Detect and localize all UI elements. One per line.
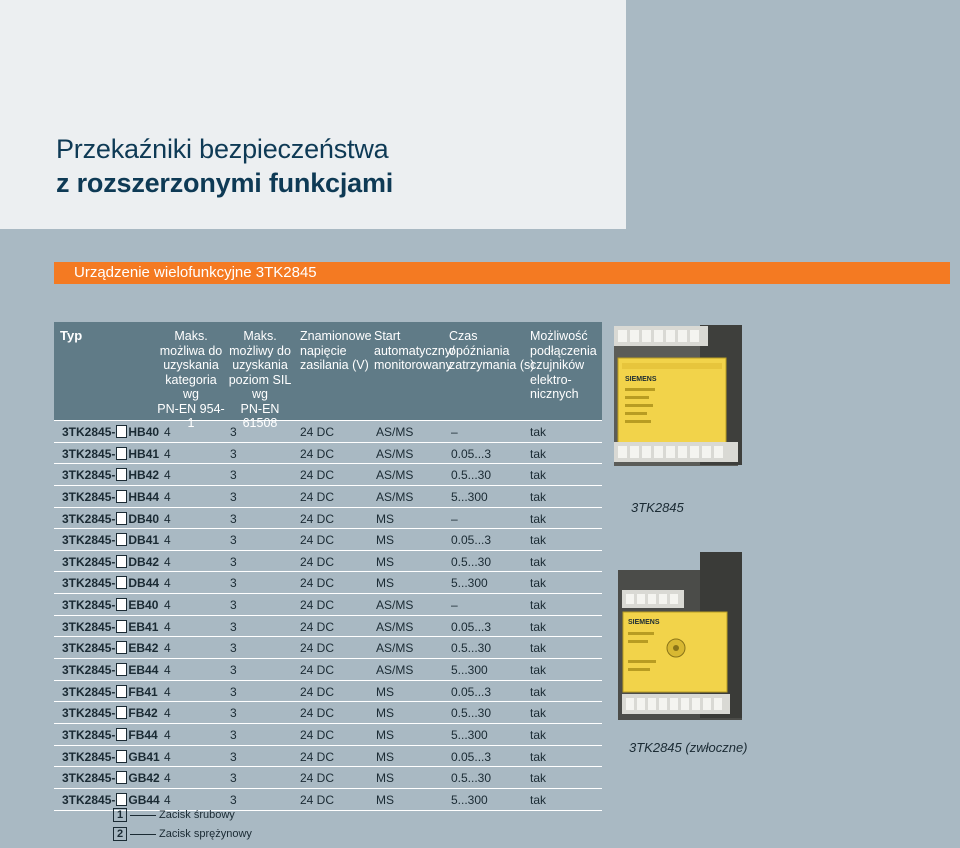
start-cell: MS: [376, 576, 394, 591]
table-row: [54, 659, 602, 681]
type-prefix: 3TK2845-: [62, 446, 116, 461]
type-code: [62, 728, 158, 742]
delay-cell: 0.5...30: [451, 706, 492, 721]
voltage-cell: 24 DC: [300, 663, 335, 678]
type-code: [62, 533, 159, 547]
delay-cell: 0.5...30: [451, 554, 492, 569]
type-suffix: HB44: [128, 489, 160, 504]
voltage-cell: 24 DC: [300, 619, 335, 634]
device-photo-standard: [614, 325, 742, 466]
type-code: [62, 793, 160, 807]
type-suffix: DB41: [128, 533, 160, 548]
delay-cell: 0.05...3: [451, 533, 492, 548]
sensor-cell: tak: [530, 468, 547, 483]
terminal-option-box: [116, 663, 127, 676]
type-prefix: 3TK2845-: [62, 533, 116, 548]
category-cell: 4: [164, 511, 171, 526]
start-cell: AS/MS: [376, 468, 414, 483]
legend-number: 1: [113, 808, 127, 822]
delay-cell: 0.05...3: [451, 684, 492, 699]
type-suffix: DB44: [128, 576, 160, 591]
type-prefix: 3TK2845-: [62, 468, 116, 483]
category-cell: 4: [164, 489, 171, 504]
category-cell: 4: [164, 468, 171, 483]
voltage-cell: 24 DC: [300, 792, 335, 807]
sensor-cell: tak: [530, 446, 547, 461]
category-cell: 4: [164, 727, 171, 742]
sil-cell: 3: [230, 706, 237, 721]
sensor-cell: tak: [530, 511, 547, 526]
sil-cell: 3: [230, 641, 237, 656]
sil-cell: 3: [230, 598, 237, 613]
terminal-option-box: [116, 641, 127, 654]
terminal-option-box: [116, 490, 127, 503]
category-cell: 4: [164, 554, 171, 569]
header-start: Start automatyczny/ monitorowany: [374, 329, 455, 372]
sensor-cell: tak: [530, 641, 547, 656]
voltage-cell: 24 DC: [300, 554, 335, 569]
header-type: Typ: [60, 328, 83, 343]
legend-number: 2: [113, 827, 127, 841]
voltage-cell: 24 DC: [300, 511, 335, 526]
brand-text-1: SIEMENS: [625, 376, 657, 383]
terminal-option-box: [116, 706, 127, 719]
voltage-cell: 24 DC: [300, 706, 335, 721]
voltage-cell: 24 DC: [300, 641, 335, 656]
type-prefix: 3TK2845-: [62, 641, 116, 656]
delay-cell: –: [451, 425, 458, 439]
type-prefix: 3TK2845-: [62, 554, 116, 569]
terminal-option-box: [116, 620, 127, 633]
voltage-cell: 24 DC: [300, 684, 335, 699]
section-title: Urządzenie wielofunkcyjne 3TK2845: [74, 264, 317, 281]
table-row: [54, 529, 602, 551]
terminal-option-box: [116, 771, 127, 784]
start-cell: MS: [376, 684, 394, 699]
type-suffix: GB42: [128, 771, 160, 786]
sil-cell: 3: [230, 684, 237, 699]
start-cell: MS: [376, 533, 394, 548]
category-cell: 4: [164, 641, 171, 656]
header-category: Maks. możliwa do uzyskania kategoria wg PN-EN 954-1: [157, 329, 225, 430]
legend-item-2: [113, 827, 252, 841]
product-photos: [602, 0, 960, 848]
category-cell: 4: [164, 446, 171, 461]
voltage-cell: 24 DC: [300, 468, 335, 483]
type-suffix: FB41: [128, 684, 158, 699]
sil-cell: 3: [230, 576, 237, 591]
terminal-option-box: [116, 598, 127, 611]
type-suffix: GB41: [128, 749, 160, 764]
type-code: [62, 425, 159, 439]
sil-cell: 3: [230, 771, 237, 786]
header-voltage: Znamionowe napięcie zasilania (V): [300, 329, 372, 372]
type-code: [62, 620, 158, 634]
delay-cell: 0.05...3: [451, 749, 492, 764]
delay-cell: 0.5...30: [451, 771, 492, 786]
sensor-cell: tak: [530, 749, 547, 764]
sil-cell: 3: [230, 792, 237, 807]
sil-cell: 3: [230, 663, 237, 678]
page-title-line1: Przekaźniki bezpieczeństwa: [56, 134, 389, 164]
terminal-option-box: [116, 728, 127, 741]
delay-cell: –: [451, 598, 458, 613]
delay-cell: 0.5...30: [451, 641, 492, 656]
type-prefix: 3TK2845-: [62, 663, 116, 678]
type-suffix: HB42: [128, 468, 160, 483]
start-cell: AS/MS: [376, 619, 414, 634]
table-row: [54, 746, 602, 768]
start-cell: MS: [376, 749, 394, 764]
type-suffix: EB44: [128, 663, 159, 678]
start-cell: AS/MS: [376, 489, 414, 504]
sensor-cell: tak: [530, 706, 547, 721]
photo-label-standard: 3TK2845: [631, 500, 684, 515]
sil-cell: 3: [230, 727, 237, 742]
sil-cell: 3: [230, 554, 237, 569]
voltage-cell: 24 DC: [300, 727, 335, 742]
delay-cell: 5...300: [451, 663, 488, 678]
sil-cell: 3: [230, 511, 237, 526]
legend-text: Zacisk sprężynowy: [159, 828, 252, 840]
table-row: [54, 767, 602, 789]
sensor-cell: tak: [530, 619, 547, 634]
delay-cell: 5...300: [451, 727, 488, 742]
table-row: [54, 724, 602, 746]
legend-line: [130, 834, 156, 835]
table-body: [54, 420, 602, 811]
voltage-cell: 24 DC: [300, 771, 335, 786]
start-cell: AS/MS: [376, 598, 414, 613]
terminal-option-box: [116, 793, 127, 806]
sensor-cell: tak: [530, 771, 547, 786]
sensor-cell: tak: [530, 598, 547, 613]
delay-cell: 5...300: [451, 792, 488, 807]
type-prefix: 3TK2845-: [62, 598, 116, 613]
type-code: [62, 468, 159, 482]
terminal-option-box: [116, 425, 127, 438]
type-prefix: 3TK2845-: [62, 792, 116, 807]
sensor-cell: tak: [530, 576, 547, 591]
type-code: [62, 663, 158, 677]
category-cell: 4: [164, 619, 171, 634]
photo-label-delayed: 3TK2845 (zwłoczne): [629, 740, 748, 755]
delay-cell: –: [451, 511, 458, 526]
start-cell: MS: [376, 511, 394, 526]
start-cell: MS: [376, 554, 394, 569]
type-code: [62, 706, 158, 720]
type-suffix: FB44: [128, 727, 158, 742]
type-suffix: EB41: [128, 619, 159, 634]
sensor-cell: tak: [530, 792, 547, 807]
device-photo-delayed: [618, 552, 742, 720]
type-prefix: 3TK2845-: [62, 684, 116, 699]
type-suffix: EB42: [128, 641, 159, 656]
type-code: [62, 750, 160, 764]
sensor-cell: tak: [530, 727, 547, 742]
type-prefix: 3TK2845-: [62, 749, 116, 764]
type-prefix: 3TK2845-: [62, 489, 116, 504]
category-cell: 4: [164, 576, 171, 591]
type-code: [62, 447, 159, 461]
voltage-cell: 24 DC: [300, 489, 335, 504]
category-cell: 4: [164, 425, 171, 439]
table-row: [54, 486, 602, 508]
type-suffix: HB40: [128, 425, 160, 439]
type-prefix: 3TK2845-: [62, 619, 116, 634]
table-row: [54, 443, 602, 465]
start-cell: AS/MS: [376, 641, 414, 656]
sil-cell: 3: [230, 425, 237, 439]
delay-cell: 5...300: [451, 489, 488, 504]
type-prefix: 3TK2845-: [62, 727, 116, 742]
start-cell: AS/MS: [376, 425, 414, 439]
header-delay: Czas opóźniania zatrzymania (s): [449, 329, 535, 372]
type-suffix: DB42: [128, 554, 160, 569]
voltage-cell: 24 DC: [300, 533, 335, 548]
table-row: [54, 464, 602, 486]
sil-cell: 3: [230, 749, 237, 764]
sil-cell: 3: [230, 468, 237, 483]
sil-cell: 3: [230, 489, 237, 504]
sensor-cell: tak: [530, 554, 547, 569]
terminal-option-box: [116, 512, 127, 525]
table-row: [54, 637, 602, 659]
sensor-cell: tak: [530, 425, 547, 439]
sil-cell: 3: [230, 619, 237, 634]
delay-cell: 5...300: [451, 576, 488, 591]
voltage-cell: 24 DC: [300, 576, 335, 591]
category-cell: 4: [164, 749, 171, 764]
start-cell: AS/MS: [376, 446, 414, 461]
category-cell: 4: [164, 771, 171, 786]
terminal-option-box: [116, 576, 127, 589]
device-illustrations: [602, 0, 960, 843]
type-code: [62, 598, 158, 612]
start-cell: AS/MS: [376, 663, 414, 678]
terminal-option-box: [116, 555, 127, 568]
start-cell: MS: [376, 727, 394, 742]
terminal-option-box: [116, 685, 127, 698]
category-cell: 4: [164, 598, 171, 613]
header-sensors: Możliwość podłączenia czujników elektro- nicznych: [530, 329, 597, 401]
header-sil: Maks. możliwy do uzyskania poziom SIL wg PN-EN 61508: [228, 329, 292, 430]
page-title-line2: z rozszerzonymi funkcjami: [56, 168, 394, 198]
category-cell: 4: [164, 663, 171, 678]
category-cell: 4: [164, 533, 171, 548]
terminal-option-box: [116, 750, 127, 763]
type-code: [62, 641, 158, 655]
sensor-cell: tak: [530, 684, 547, 699]
table-row: [54, 616, 602, 638]
sensor-cell: tak: [530, 663, 547, 678]
type-suffix: HB41: [128, 446, 160, 461]
table-row: [54, 508, 602, 530]
voltage-cell: 24 DC: [300, 425, 335, 439]
table-row: [54, 551, 602, 573]
legend-item-1: [113, 808, 235, 822]
category-cell: 4: [164, 706, 171, 721]
category-cell: 4: [164, 684, 171, 699]
table-header: [54, 322, 602, 430]
terminal-option-box: [116, 447, 127, 460]
table-row: [54, 594, 602, 616]
terminal-option-box: [116, 533, 127, 546]
delay-cell: 0.05...3: [451, 446, 492, 461]
type-prefix: 3TK2845-: [62, 576, 116, 591]
sil-cell: 3: [230, 446, 237, 461]
brand-text-2: SIEMENS: [628, 619, 660, 626]
type-code: [62, 512, 159, 526]
delay-cell: 0.05...3: [451, 619, 492, 634]
type-suffix: EB40: [128, 598, 159, 613]
legend-text: Zacisk śrubowy: [159, 809, 235, 821]
sensor-cell: tak: [530, 489, 547, 504]
table-row: [54, 420, 602, 443]
type-prefix: 3TK2845-: [62, 771, 116, 786]
terminal-option-box: [116, 468, 127, 481]
delay-cell: 0.5...30: [451, 468, 492, 483]
type-prefix: 3TK2845-: [62, 511, 116, 526]
start-cell: MS: [376, 706, 394, 721]
voltage-cell: 24 DC: [300, 598, 335, 613]
sil-cell: 3: [230, 533, 237, 548]
sensor-cell: tak: [530, 533, 547, 548]
table-row: [54, 681, 602, 703]
table-row: [54, 572, 602, 594]
type-suffix: GB44: [128, 792, 160, 807]
type-prefix: 3TK2845-: [62, 425, 116, 439]
type-code: [62, 685, 158, 699]
start-cell: MS: [376, 771, 394, 786]
type-code: [62, 555, 159, 569]
type-code: [62, 771, 160, 785]
type-code: [62, 490, 159, 504]
type-suffix: FB42: [128, 706, 158, 721]
category-cell: 4: [164, 792, 171, 807]
type-suffix: DB40: [128, 511, 160, 526]
type-prefix: 3TK2845-: [62, 706, 116, 721]
table-row: [54, 702, 602, 724]
type-code: [62, 576, 159, 590]
voltage-cell: 24 DC: [300, 749, 335, 764]
voltage-cell: 24 DC: [300, 446, 335, 461]
legend-line: [130, 815, 156, 816]
start-cell: MS: [376, 792, 394, 807]
